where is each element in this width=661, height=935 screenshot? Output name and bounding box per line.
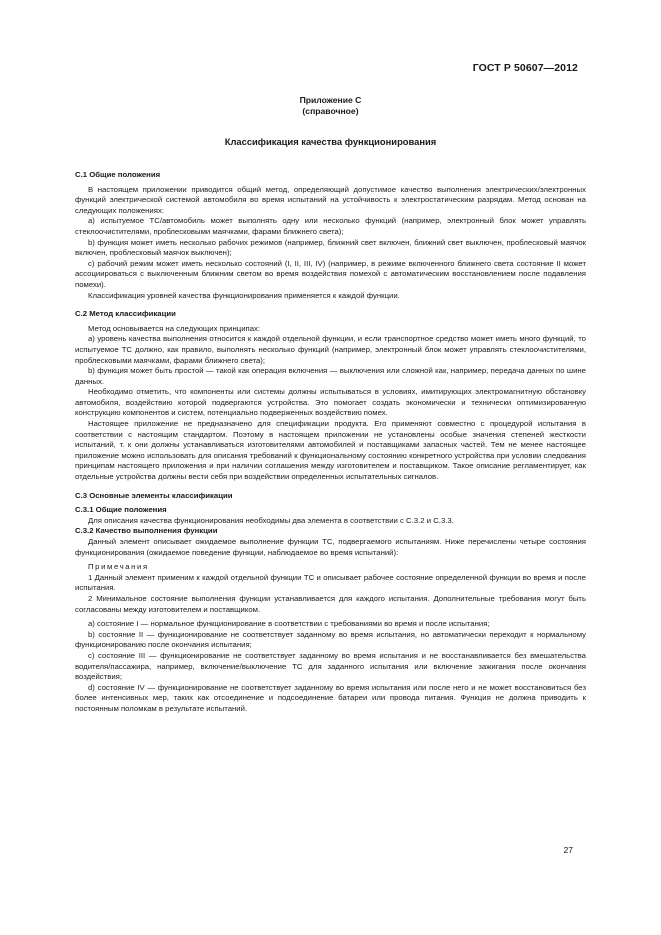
section-c1-item-a: а) испытуемое ТС/автомобиль может выполнять одну или несколько функций (например, электронный блок может управлять стеклоочистителями, проблесковыми маячками, фарами ближнего света); bbox=[75, 216, 586, 236]
section-c3-heading: С.3 Основные элементы классификации bbox=[75, 490, 233, 500]
section-c2-paragraph-1: Необходимо отметить, что компоненты или системы должны испытываться в условиях, имитирующих электромагнитную обстановку автомобиля, воздействию которой подвергаются устройства. Это помогает создать экономически и технически оптимизированную конструкцию компонентов и систем, потенциально подверженных воздействию помех. bbox=[75, 387, 586, 418]
state-4: d) состояние IV — функционирование не соответствует заданному во время испытания или после него и не может восстановиться без более интенсивных мер, таких как отсоединение и подсоединение батареи или провода питания. Функция не должна приводить к постоянным поломкам в результате испытаний. bbox=[75, 682, 586, 713]
section-c2-paragraph-2: Настоящее приложение не предназначено для спецификации продукта. Его применяют совместно с процедурой испытания в соответствии с настоящим стандартом. Поэтому в настоящем приложении не установлены особые значения степеней жесткости испытаний, т. к они должны устанавливаться изготовителями автомобилей и поставщиками запасных частей. Тем не менее настоящее приложение можно использовать для описания требований к функциональному состоянию конкретного устройства при условии следования принципам настоящего приложения и при наличии соглашения между изготовителем и поставщиком. Такое описание регламентирует, как отдельные устройства должны вести себя при воздействии определенных испытательных сигналов. bbox=[75, 419, 586, 482]
section-c31-text: Для описания качества функционирования необходимы два элемента в соответствии с С.3.2 и С.3.3. bbox=[88, 515, 454, 525]
state-1: а) состояние I — нормальное функционирование в соответствии с требованиями во время и после испытания; bbox=[88, 619, 490, 629]
section-c1-closing: Классификация уровней качества функционирования применяется к каждой функции. bbox=[88, 290, 400, 300]
section-c32-text: Данный элемент описывает ожидаемое выполнение функции ТС, подвергаемого испытаниям. Ниже перечислены четыре состояния функционирования (ожидаемое поведение функции, наблюдаемое во время испытаний): bbox=[75, 537, 586, 557]
section-c32-heading: С.3.2 Качество выполнения функции bbox=[75, 526, 218, 536]
document-body bbox=[75, 170, 586, 715]
section-c1-heading: С.1 Общие положения bbox=[75, 170, 161, 179]
annex-type: (справочное) bbox=[302, 106, 359, 116]
section-c2-item-a: а) уровень качества выполнения относится к каждой отдельной функции, и если транспортное средство может иметь много функций, то испытуемое ТС должно, как правило, выполнять несколько функций (например, электронный блок может управлять стеклоочистителями, проблесковыми маячками, фарами ближнего света); bbox=[75, 334, 586, 365]
note-2: 2 Минимальное состояние выполнения функции устанавливается для каждого испытания. Дополнительные требования могут быть согласованы между изготовителем и поставщиком. bbox=[75, 593, 586, 614]
page-number: 27 bbox=[563, 845, 573, 855]
state-2: b) состояние II — функционирование не соответствует заданному во время испытания, но автоматически переходит к нормальному функционированию после окончания испытания; bbox=[75, 629, 586, 650]
annex-title: Классификация качества функционирования bbox=[224, 136, 437, 147]
section-c2-heading: С.2 Метод классификации bbox=[75, 309, 176, 319]
section-c1-item-c: с) рабочий режим может иметь несколько состояний (I, II, III, IV) (например, в режиме включенного ближнего света состояние II может ассоциироваться с выключенным ближним светом во время воздействия помехой с автоматическим восстановлением после подавления помехи). bbox=[75, 258, 586, 289]
notes-label: Примечания bbox=[88, 562, 149, 572]
section-c1-intro: В настоящем приложении приводится общий метод, определяющий допустимое качество выполнения электрических/электронных функций электрической системой автомобиля во время испытаний на устойчивость к электростатическим разрядам. Метод основан на следующих положениях: bbox=[75, 184, 586, 215]
annex-label: Приложение С bbox=[299, 95, 362, 105]
section-c1-item-b: b) функция может иметь несколько рабочих режимов (например, ближний свет включен, ближний свет выключен, проблесковый маячок включен, проблесковый маячок выключен); bbox=[75, 237, 586, 258]
section-c31-heading: С.3.1 Общие положения bbox=[75, 505, 167, 515]
note-1: 1 Данный элемент применим к каждой отдельной функции ТС и описывает рабочее состояние определенной функции во время и после испытания. bbox=[75, 572, 586, 593]
section-c2-intro: Метод основывается на следующих принципах: bbox=[88, 323, 261, 333]
section-c2-item-b: b) функция может быть простой — такой как операция включения — выключения или сложной как, например, передача данных по шине данных. bbox=[75, 366, 586, 386]
standard-code: ГОСТ Р 50607—2012 bbox=[472, 62, 578, 74]
annex-heading bbox=[0, 95, 661, 117]
state-3: с) состояние III — функционирование не соответствует заданному во время испытания и не восстанавливается без вмешательства водителя/пассажира, например, включение/выключение ТС для заданного испытания или включение зажигания после окончания воздействия; bbox=[75, 650, 586, 682]
